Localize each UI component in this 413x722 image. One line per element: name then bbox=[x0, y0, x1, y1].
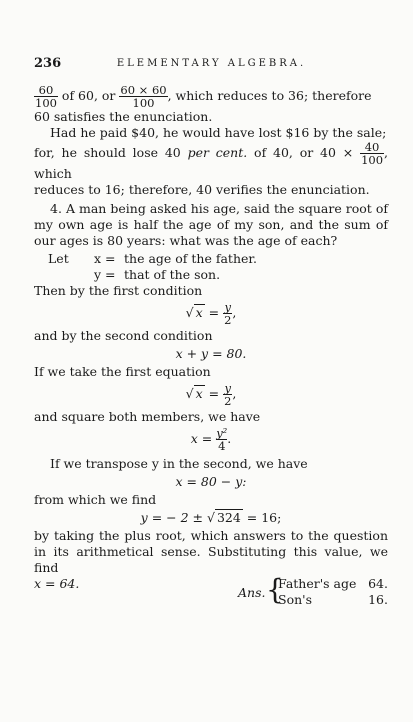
equation-first-repeated: √ x = $\frac{y}{2}$ , bbox=[185, 381, 237, 408]
answer-label: Ans. bbox=[238, 585, 266, 600]
paragraph-check-40-cont: for, he should lose 40 per cent. of 40, or 40 × $\frac{40}{100}$ , which reduces to 16; therefore, 40 verifies the enunciation. bbox=[34, 140, 389, 197]
transpose-text: If we transpose y in the second, we have bbox=[50, 456, 308, 471]
fraction-40-100: $\frac{40}{100}$ bbox=[361, 140, 384, 167]
first-condition-text: Then by the first condition bbox=[34, 283, 203, 298]
paragraph-check-60: $\frac{60}{100}$ of 60, or $\frac{60 \times 60}{100}$ , which reduces to 36; therefore 60 satisfies the enunciation. bbox=[34, 83, 372, 124]
page-header bbox=[34, 56, 389, 72]
answer-son: Son's 16. bbox=[278, 592, 388, 607]
answer-block bbox=[34, 573, 388, 608]
answer-brace: { bbox=[266, 573, 284, 606]
equation-second-condition: x + y = 80. bbox=[175, 346, 247, 361]
equation-squared: x = $\frac{\text{y²}}{4}$ . bbox=[190, 426, 232, 453]
equation-first-condition: √ x = $\frac{y}{2}$ , bbox=[185, 300, 237, 327]
problem-4-statement: 4. A man being asked his age, said the square root of my own age is half the age of my son, and the sum of our ages is 80 years: what was the age of each? bbox=[34, 201, 388, 248]
second-condition-text: and by the second condition bbox=[34, 328, 213, 343]
answer-lines bbox=[278, 576, 388, 608]
fraction-60-100: $\frac{60}{100}$ bbox=[35, 83, 57, 110]
page-number: 236 bbox=[34, 56, 62, 71]
from-which-text: from which we find bbox=[34, 492, 157, 507]
running-title: ELEMENTARY ALGEBRA. bbox=[116, 58, 307, 69]
answer-father: Father's age 64. bbox=[278, 576, 388, 591]
square-both-text: and square both members, we have bbox=[34, 409, 261, 424]
equation-transposed: x = 80 − y: bbox=[175, 474, 247, 489]
page-body bbox=[34, 84, 388, 608]
equation-solution-y: y = − 2 ± √ 324 = 16; bbox=[140, 510, 282, 525]
plus-root-paragraph: by taking the plus root, which answers to the question in its arithmetical sense. Substituting this value, we find bbox=[34, 528, 388, 575]
paragraph-check-40: Had he paid $40, he would have lost $16 by the sale; bbox=[50, 125, 387, 140]
x-value: x = 64. bbox=[34, 576, 80, 591]
take-first-equation-text: If we take the first equation bbox=[34, 364, 211, 379]
variable-definitions: Let x = the age of the father. y = that of the son. bbox=[48, 251, 257, 282]
fraction-60x60-100: $\frac{60 \times 60}{100}$ bbox=[120, 83, 167, 110]
